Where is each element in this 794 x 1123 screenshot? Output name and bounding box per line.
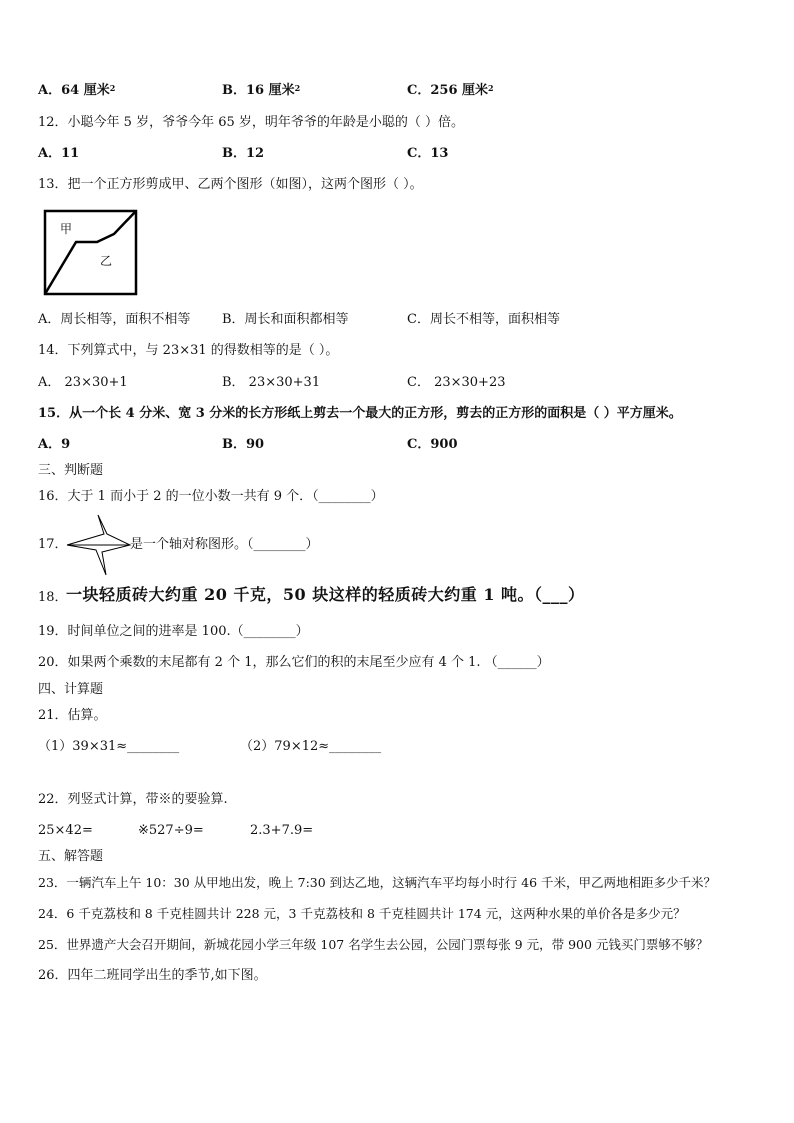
q15-option-a: A．9 <box>38 437 71 452</box>
q21-stem: 21．估算。 <box>38 708 107 723</box>
q13-label-yi: 乙 <box>100 254 113 268</box>
q22-expr-3: 2.3+7.9= <box>250 823 314 838</box>
q22-expr-1: 25×42= <box>38 823 93 838</box>
q17-text: 是一个轴对称图形。（________） <box>130 537 319 552</box>
section-5-heading: 五、解答题 <box>38 849 104 864</box>
section-3-heading: 三、判断题 <box>38 463 104 478</box>
q18-text: 一块轻质砖大约重 20 千克，50 块这样的轻质砖大约重 1 吨。（___） <box>66 585 585 604</box>
q14-option-b: B． 23×30+31 <box>222 375 321 390</box>
q20-text: 20．如果两个乘数的末尾都有 2 个 1，那么它们的积的末尾至少应有 4 个 1. （______） <box>38 655 550 670</box>
q14-stem: 14．下列算式中，与 23×31 的得数相等的是（ ）。 <box>38 343 339 358</box>
q21-part-2: （2）79×12≈________ <box>240 739 382 754</box>
q13-square-figure <box>42 208 142 298</box>
section-4-heading: 四、计算题 <box>38 682 104 697</box>
q17-star-figure <box>64 512 134 578</box>
q11-option-c: C．256 厘米$^2$ <box>407 83 494 98</box>
q25-text: 25．世界遗产大会召开期间，新城花园小学三年级 107 名学生去公园，公园门票每张 9 元，带 900 元钱买门票够不够？ <box>38 937 709 952</box>
q12-stem: 12．小聪今年 5 岁，爷爷今年 65 岁，明年爷爷的年龄是小聪的（ ）倍。 <box>38 115 465 130</box>
q11-option-a: A．64 厘米$^2$ <box>38 83 116 98</box>
q13-option-b: B．周长和面积都相等 <box>222 312 349 327</box>
q13-label-jia: 甲 <box>60 222 73 236</box>
q16-text: 16．大于 1 而小于 2 的一位小数一共有 9 个．（________） <box>38 489 384 504</box>
q13-option-a: A．周长相等，面积不相等 <box>38 312 191 327</box>
q14-option-a: A． 23×30+1 <box>38 375 128 390</box>
q24-text: 24．6 千克荔枝和 8 千克桂圆共计 228 元，3 千克荔枝和 8 千克桂圆共计 174 元，这两种水果的单价各是多少元？ <box>38 906 686 921</box>
q12-option-b: B．12 <box>222 146 265 161</box>
q22-stem: 22．列竖式计算，带※的要验算. <box>38 792 228 807</box>
q22-expr-2: ※527÷9= <box>138 823 204 838</box>
q13-option-c: C．周长不相等，面积相等 <box>407 312 560 327</box>
q11-option-b: B．16 厘米$^2$ <box>222 83 301 98</box>
q26-text: 26．四年二班同学出生的季节,如下图。 <box>38 968 267 983</box>
q17-number: 17． <box>38 537 68 552</box>
q12-option-c: C．13 <box>407 146 449 161</box>
q19-text: 19．时间单位之间的进率是 100.（________） <box>38 624 309 639</box>
q23-text: 23．一辆汽车上午 10：30 从甲地出发，晚上 7:30 到达乙地，这辆汽车平均每小时行 46 千米，甲乙两地相距多少千米？ <box>38 875 717 890</box>
q15-option-c: C．900 <box>407 437 458 452</box>
q15-option-b: B．90 <box>222 437 265 452</box>
q12-option-a: A．11 <box>38 146 80 161</box>
q21-part-1: （1）39×31≈________ <box>38 739 180 754</box>
q18-number: 18． <box>38 590 68 605</box>
q13-stem: 13．把一个正方形剪成甲、乙两个图形（如图），这两个图形（ ）。 <box>38 177 423 192</box>
q15-stem: 15．从一个长 4 分米、宽 3 分米的长方形纸上剪去一个最大的正方形，剪去的正方形的面积是（ ）平方厘米。 <box>38 406 682 421</box>
q14-option-c: C． 23×30+23 <box>407 375 506 390</box>
